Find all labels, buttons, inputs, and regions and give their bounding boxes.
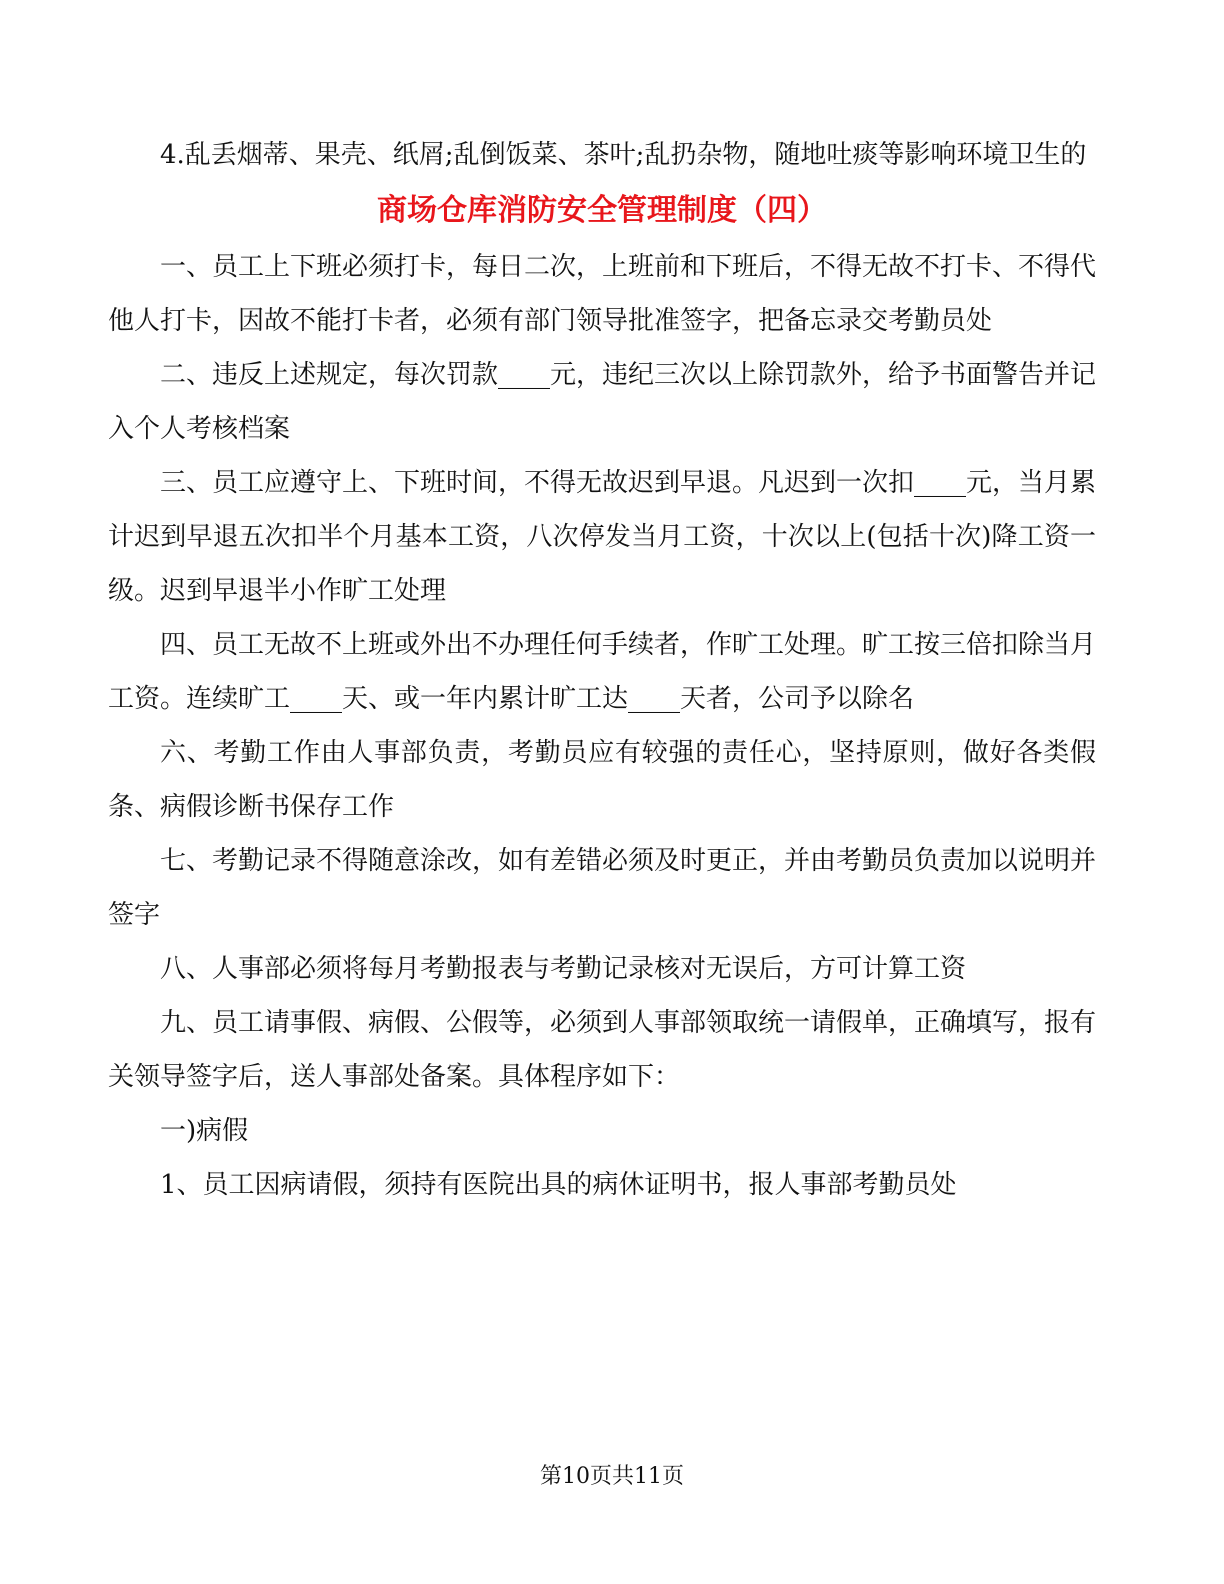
paragraph-hygiene-rule: 4.乱丢烟蒂、果壳、纸屑;乱倒饭菜、茶叶;乱扔杂物，随地吐痰等影响环境卫生的: [160, 140, 1087, 170]
paragraph-sick-leave-rule: 1、员工因病请假，须持有医院出具的病休证明书，报人事部考勤员处: [160, 1170, 957, 1200]
section-title: 商场仓库消防安全管理制度（四）: [377, 193, 827, 228]
paragraph-sick-leave-heading: 一)病假: [160, 1116, 249, 1146]
page-number-footer: 第10页共11页: [540, 1464, 684, 1489]
paragraph-penalty: 二、违反上述规定，每次罚款____元，违纪三次以上除罚款外，给予书面警告并记入个人考核档案: [108, 360, 1097, 444]
paragraph-absence: 四、员工无故不上班或外出不办理任何手续者，作旷工处理。旷工按三倍扣除当月工资。连续旷工____天、或一年内累计旷工达____天者，公司予以除名: [108, 630, 1097, 714]
paragraph-leave: 九、员工请事假、病假、公假等，必须到人事部领取统一请假单，正确填写，报有关领导签字后，送人事部处备案。具体程序如下：: [108, 1008, 1097, 1092]
paragraph-attendance-duty: 六、考勤工作由人事部负责，考勤员应有较强的责任心，坚持原则，做好各类假条、病假诊断书保存工作: [108, 738, 1096, 822]
paragraph-lateness: 三、员工应遵守上、下班时间，不得无故迟到早退。凡迟到一次扣____元，当月累计迟到早退五次扣半个月基本工资，八次停发当月工资，十次以上(包括十次)降工资一级。迟到早退半小作旷工处理: [108, 468, 1097, 606]
paragraph-payroll: 八、人事部必须将每月考勤报表与考勤记录核对无误后，方可计算工资: [160, 954, 967, 984]
document-body: [108, 128, 1096, 1212]
paragraph-clock-in: 一、员工上下班必须打卡，每日二次，上班前和下班后，不得无故不打卡、不得代他人打卡，因故不能打卡者，必须有部门领导批准签字，把备忘录交考勤员处: [108, 252, 1097, 336]
paragraph-records: 七、考勤记录不得随意涂改，如有差错必须及时更正，并由考勤员负责加以说明并签字: [108, 846, 1097, 930]
